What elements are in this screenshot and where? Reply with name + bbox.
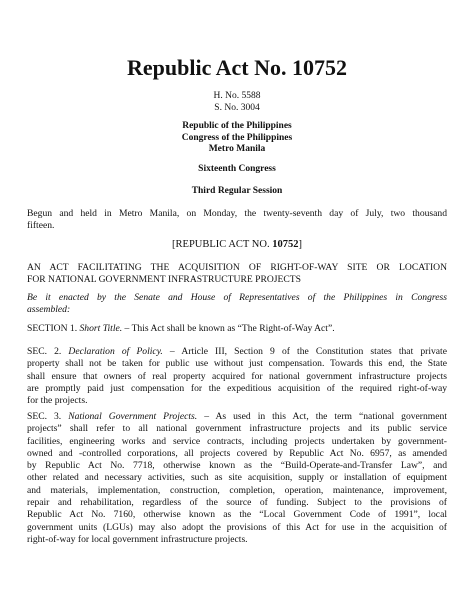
section-2-line: for the projects. (27, 395, 88, 407)
section-3-line: projects” shall refer to all national government infrastructure projects and its public service (27, 423, 447, 435)
issuing-body (0, 121, 474, 156)
section-3-line: owned and -controlled corporations, all projects covered by Republic Act No. 6957, as amended (27, 447, 447, 459)
section-3-label: SEC. 3. (27, 411, 69, 422)
section-3-line: other related and necessary activities, such as site acquisition, supply or installation of equipment (27, 472, 447, 484)
location-label: Metro Manila (208, 144, 266, 154)
section-2 (27, 346, 447, 407)
congress-label: Congress of the Philippines (181, 132, 293, 143)
section-3-first-line: – As used in this Act, the term “national government (197, 411, 447, 422)
republic-act-number (0, 238, 474, 251)
session-label: Third Regular Session (191, 186, 283, 196)
enacting-clause (27, 292, 447, 317)
section-1-label: SECTION 1. (27, 323, 80, 334)
section-3-line: and materials, implementation, construction, completion, operation, maintenance, improvement, (27, 484, 447, 496)
section-2-first-line: – Article III, Section 9 of the Constitution states that private (162, 346, 447, 357)
senate-bill-number: S. No. 3004 (214, 102, 260, 113)
congress-number: Sixteenth Congress (198, 164, 276, 174)
enacting-line: Be it enacted by the Senate and House of Representatives of the Philippines in Congress (27, 292, 447, 303)
section-2-line: are promptly paid just compensation for the expeditious acquisition of the required right-of-way (27, 382, 447, 394)
section-2-heading: Declaration of Policy. (68, 346, 163, 357)
ra-prefix: [REPUBLIC ACT NO. (172, 239, 273, 250)
section-3-line: right-of-way for local government infrastructure projects. (27, 533, 248, 545)
enacting-line: assembled: (27, 304, 71, 316)
document-title: Republic Act No. 10752 (127, 55, 347, 80)
section-2-line: property shall not be taken for public use without just compensation. Towards this end, the State (27, 358, 447, 370)
begun-paragraph (27, 208, 447, 233)
act-title-line: AN ACT FACILITATING THE ACQUISITION OF RIGHT-OF-WAY SITE OR LOCATION (27, 262, 447, 273)
section-3-heading: National Government Projects. (68, 411, 198, 422)
section-2-line: shall ensure that owners of real property acquired for national government infrastructure projects (27, 370, 447, 382)
house-bill-number: H. No. 5588 (213, 91, 261, 101)
section-1-text: – This Act shall be known as “The Right-of-Way Act”. (122, 323, 335, 334)
act-title-line: FOR NATIONAL GOVERNMENT INFRASTRUCTURE PROJECTS (27, 274, 301, 286)
section-3-line: facilities, engineering works and service contracts, including projects undertaken by government- (27, 435, 447, 447)
act-title (27, 262, 447, 287)
section-3-line: government units (LGUs) may also adopt the provisions of this Act for use in the acquisition of (27, 521, 447, 533)
ra-suffix: ] (298, 239, 302, 250)
bill-numbers (0, 91, 474, 114)
section-3 (27, 411, 447, 546)
section-1-heading: Short Title. (79, 323, 123, 334)
section-1 (27, 323, 447, 335)
ra-number: 10752 (272, 239, 299, 250)
begun-line: fifteen. (27, 220, 55, 232)
begun-line: Begun and held in Metro Manila, on Monday, the twenty-seventh day of July, two thousand (27, 208, 447, 219)
republic-label: Republic of the Philippines (182, 121, 292, 131)
section-3-line: Republic Act No. 7160, otherwise known as the “Local Government Code of 1991”, local (27, 509, 447, 521)
section-2-label: SEC. 2. (27, 346, 69, 357)
section-3-line: repair and rehabilitation, regardless of the source of funding. Subject to the provisions of (27, 497, 447, 509)
section-3-line: by Republic Act No. 7718, otherwise known as the “Build-Operate-and-Transfer Law”, and (27, 460, 447, 472)
